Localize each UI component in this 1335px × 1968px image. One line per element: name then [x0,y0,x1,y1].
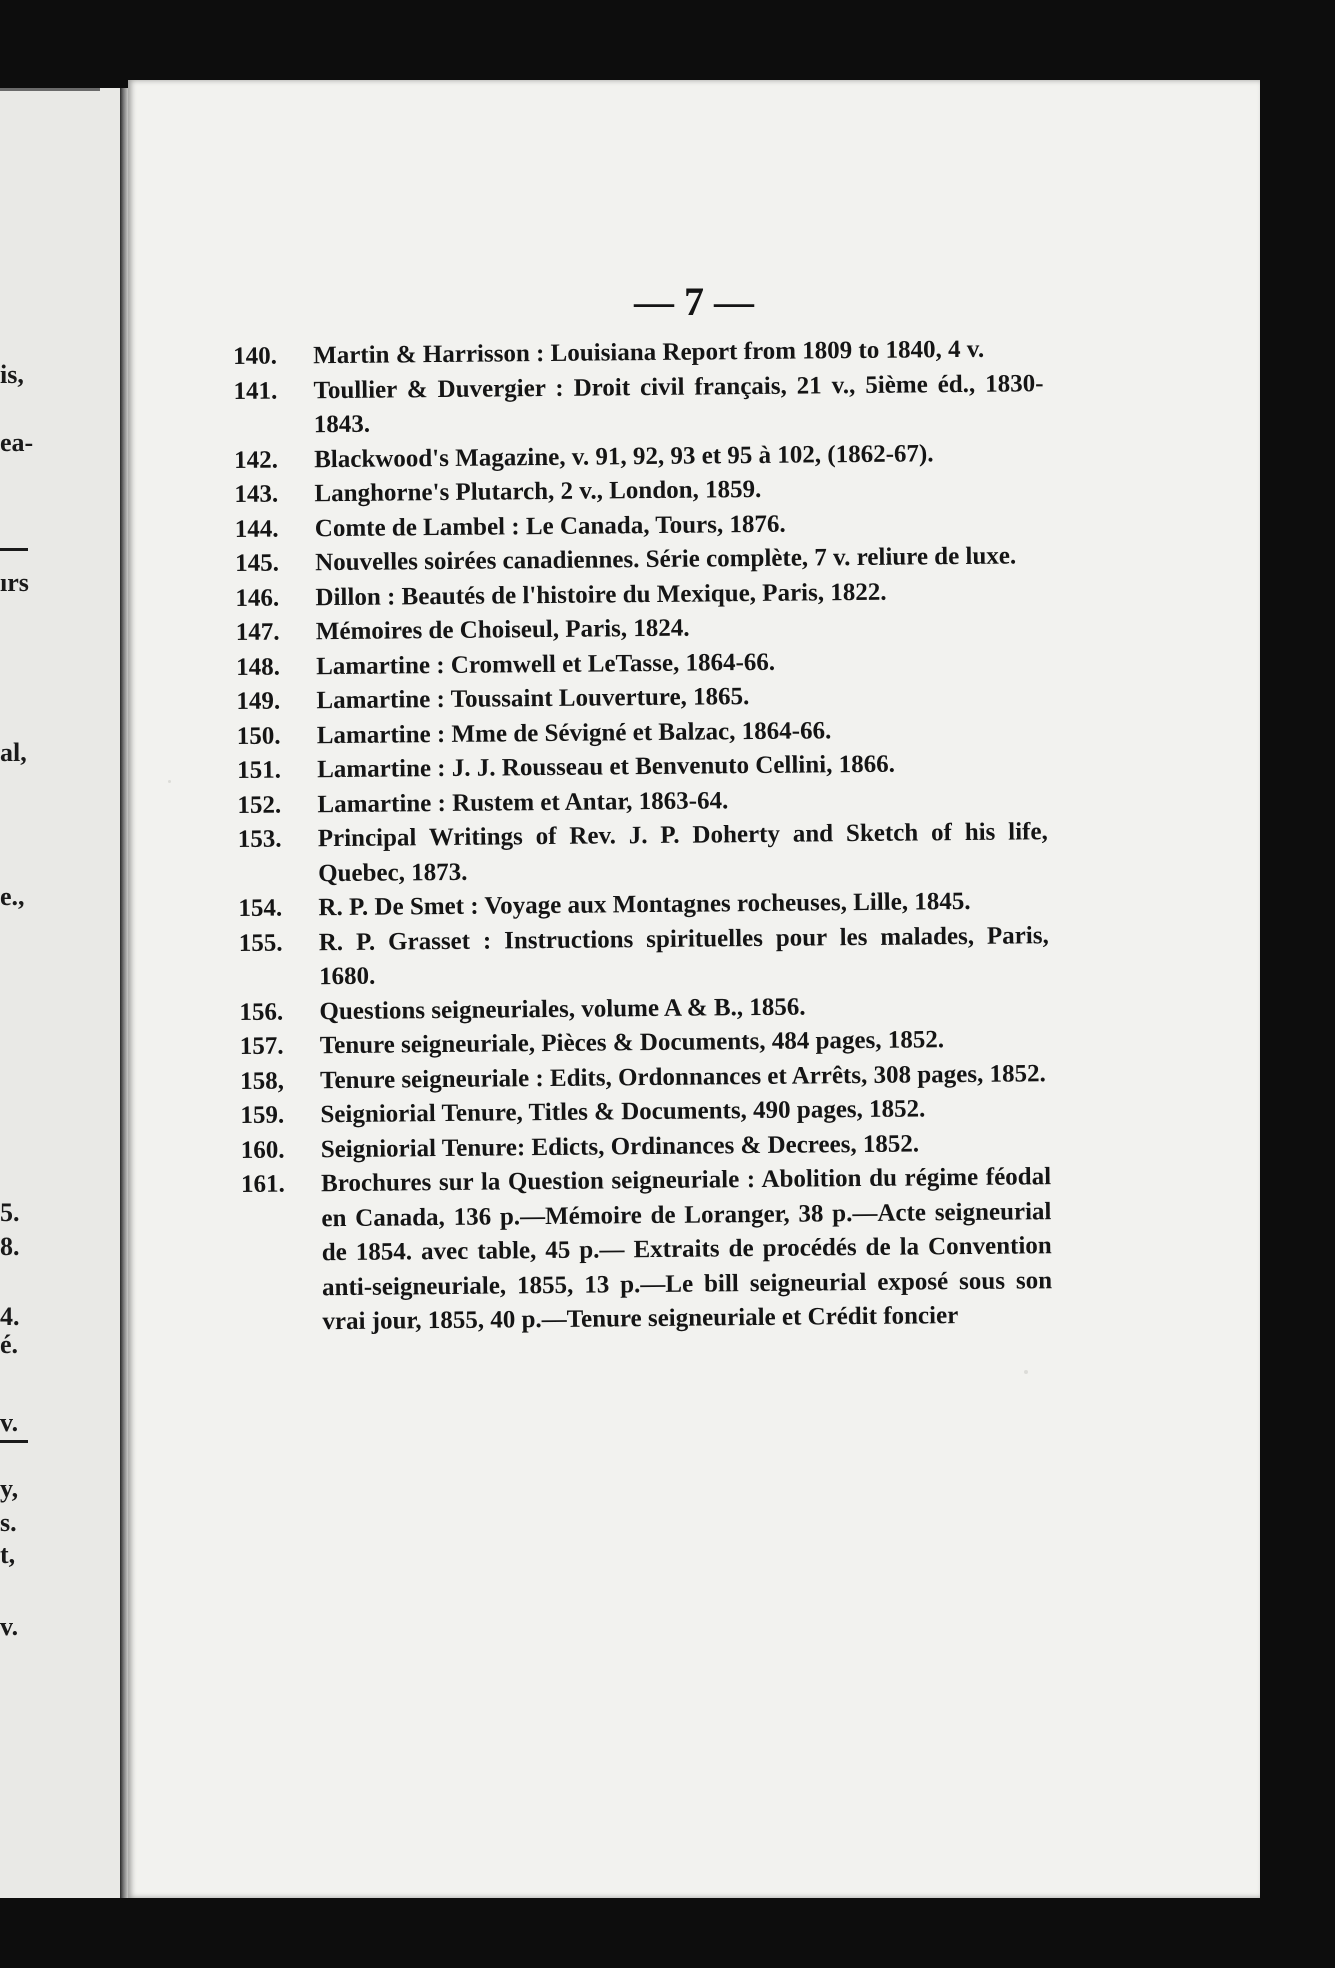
left-page-fragment: é. [0,1330,19,1359]
entry-number: 149. [236,687,281,715]
entry-text: Lamartine : J. J. Rousseau et Benvenuto Cellini, 1866. [316,750,896,784]
entry-number: 148. [236,653,281,681]
entry-number: 157. [239,1032,284,1060]
left-page-fragment: s. [0,1508,17,1537]
entry-number: 159. [240,1101,285,1129]
entry-number: 153. [237,825,282,853]
left-page-fragment: al, [0,738,27,767]
entry-text: Lamartine : Mme de Sévigné et Balzac, 1864-66. [316,716,832,749]
book-page [128,80,1260,1898]
left-page-fragment: y, [0,1474,19,1503]
left-page-fragment: e., [0,882,25,911]
entry-text: Questions seigneuriales, volume A & B., 1856. [319,993,806,1025]
entry-number: 151. [237,756,282,784]
catalog-entry [241,1160,1053,1340]
entry-number: 154. [238,894,283,922]
left-page-fragment: v. [0,1612,19,1641]
left-page-rule [0,1440,28,1443]
left-page-fragment: 5. [0,1198,20,1227]
entry-text: Langhorne's Plutarch, 2 v., London, 1859. [314,475,762,508]
left-page-fragment: ea- [0,428,34,457]
entry-text: Comte de Lambel : Le Canada, Tours, 1876. [314,510,786,542]
catalog-list [233,332,1053,1340]
left-page-fragment: 8. [0,1232,20,1261]
entry-number: 156. [239,998,284,1026]
entry-text: Martin & Harrisson : Louisiana Report from 1809 to 1840, 4 v. [313,335,985,370]
entry-text: Dillon : Beautés de l'histoire du Mexique, Paris, 1822. [315,578,887,611]
catalog-entry [233,367,1044,444]
left-page-rule [0,548,28,551]
entry-number: 155. [238,929,283,957]
entry-number: 144. [234,515,279,543]
entry-number: 141. [233,377,278,405]
entry-number: 142. [234,446,279,474]
entry-text: Toullier & Duvergier : Droit civil français, 21 v., 5ième éd., 1830-1843. [313,369,1044,439]
book-fold [120,88,128,1898]
entry-text: Principal Writings of Rev. J. P. Doherty and Sketch of his life, Quebec, 1873. [317,818,1048,887]
entry-text: Mémoires de Choiseul, Paris, 1824. [315,614,690,646]
entry-number: 147. [235,618,280,646]
entry-text: Nouvelles soirées canadiennes. Série complète, 7 v. reliure de luxe. [315,542,1017,577]
entry-text: R. P. De Smet : Voyage aux Montagnes rocheuses, Lille, 1845. [318,887,971,922]
entry-text: Tenure seigneuriale, Pièces & Documents, 484 pages, 1852. [319,1026,945,1060]
entry-text: Seigniorial Tenure, Titles & Documents, 490 pages, 1852. [320,1095,926,1129]
entry-number: 145. [235,549,280,577]
entry-number: 152. [237,791,282,819]
left-page-fragment: ırs [0,568,29,597]
entry-text: R. P. Grasset : Instructions spirituelles pour les malades, Paris, 1680. [318,921,1049,991]
page-number: — 7 — [634,279,754,324]
left-page-fragment: t, [0,1540,16,1569]
left-page-fragment: 4. [0,1302,20,1331]
entry-text: Brochures sur la Question seigneuriale : Abolition du régime féodal en Canada, 136 p.—Mémoire de Loranger, 38 p.—Acte seigneurial de 1854. avec table, 45 p.— Extraits de procédés de la Convention anti-seigneuriale, 1855, 13 p.—Le bill seigneurial exposé sous son vrai jour, 1855, 40 p.—Tenure seigneuriale et Crédit foncier [320,1163,1053,1336]
catalog-entry [239,919,1050,996]
entry-number: 161. [240,1170,285,1198]
page-speck [168,780,171,783]
entry-number: 160. [240,1136,285,1164]
entry-number: 143. [234,480,279,508]
entry-text: Seigniorial Tenure: Edicts, Ordinances & Decrees, 1852. [320,1129,920,1163]
left-page-top-line [0,88,100,91]
entry-number: 150. [236,722,281,750]
left-page-fragment: is, [0,360,24,389]
entry-text: Lamartine : Rustem et Antar, 1863-64. [317,786,729,818]
entry-number: 158, [239,1067,284,1095]
left-page-fragment: v. [0,1408,19,1437]
entry-text: Lamartine : Toussaint Louverture, 1865. [316,683,750,715]
page-speck [1024,1370,1028,1374]
entry-text: Tenure seigneuriale : Edits, Ordonnances et Arrêts, 308 pages, 1852. [319,1059,1046,1094]
catalog-entry [238,815,1049,892]
entry-text: Lamartine : Cromwell et LeTasse, 1864-66. [316,648,776,680]
entry-number: 146. [235,584,280,612]
entry-text: Blackwood's Magazine, v. 91, 92, 93 et 95 à 102, (1862-67). [314,439,934,473]
entry-number: 140. [233,342,278,370]
